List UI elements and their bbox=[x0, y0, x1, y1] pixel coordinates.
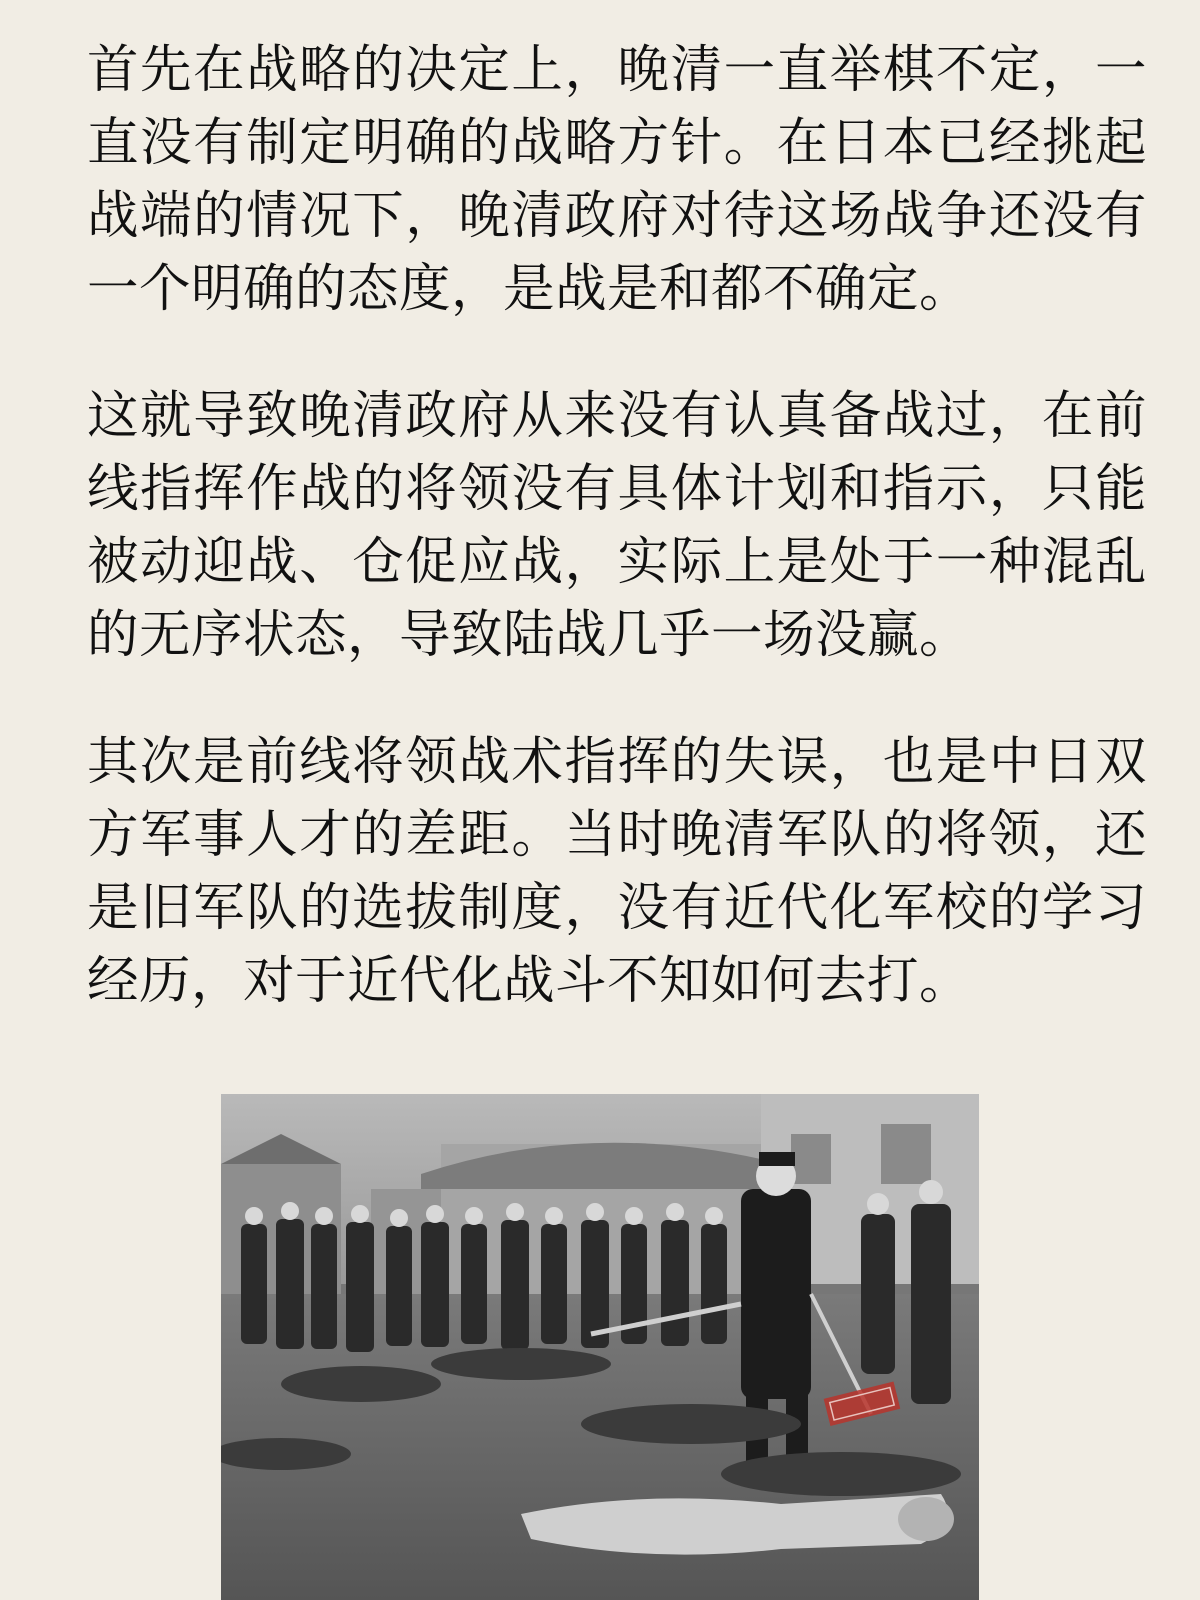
historical-photo bbox=[221, 1094, 979, 1600]
paragraph-tactics: 其次是前线将领战术指挥的失误，也是中日双方军事人才的差距。当时晚清军队的将领，还是旧军队的选拔制度，没有近代化军校的学习经历，对于近代化战斗不知如何去打。 bbox=[87, 732, 1147, 1011]
paragraph-preparation: 这就导致晚清政府从来没有认真备战过，在前线指挥作战的将领没有具体计划和指示，只能被动迎战、仓促应战，实际上是处于一种混乱的无序状态，导致陆战几乎一场没赢。 bbox=[87, 386, 1147, 665]
historical-photo-illustration bbox=[221, 1094, 979, 1600]
paragraph-strategy: 首先在战略的决定上，晚清一直举棋不定，一直没有制定明确的战略方针。在日本已经挑起战端的情况下，晚清政府对待这场战争还没有一个明确的态度，是战是和都不确定。 bbox=[87, 40, 1147, 319]
article-body bbox=[87, 34, 1147, 1072]
